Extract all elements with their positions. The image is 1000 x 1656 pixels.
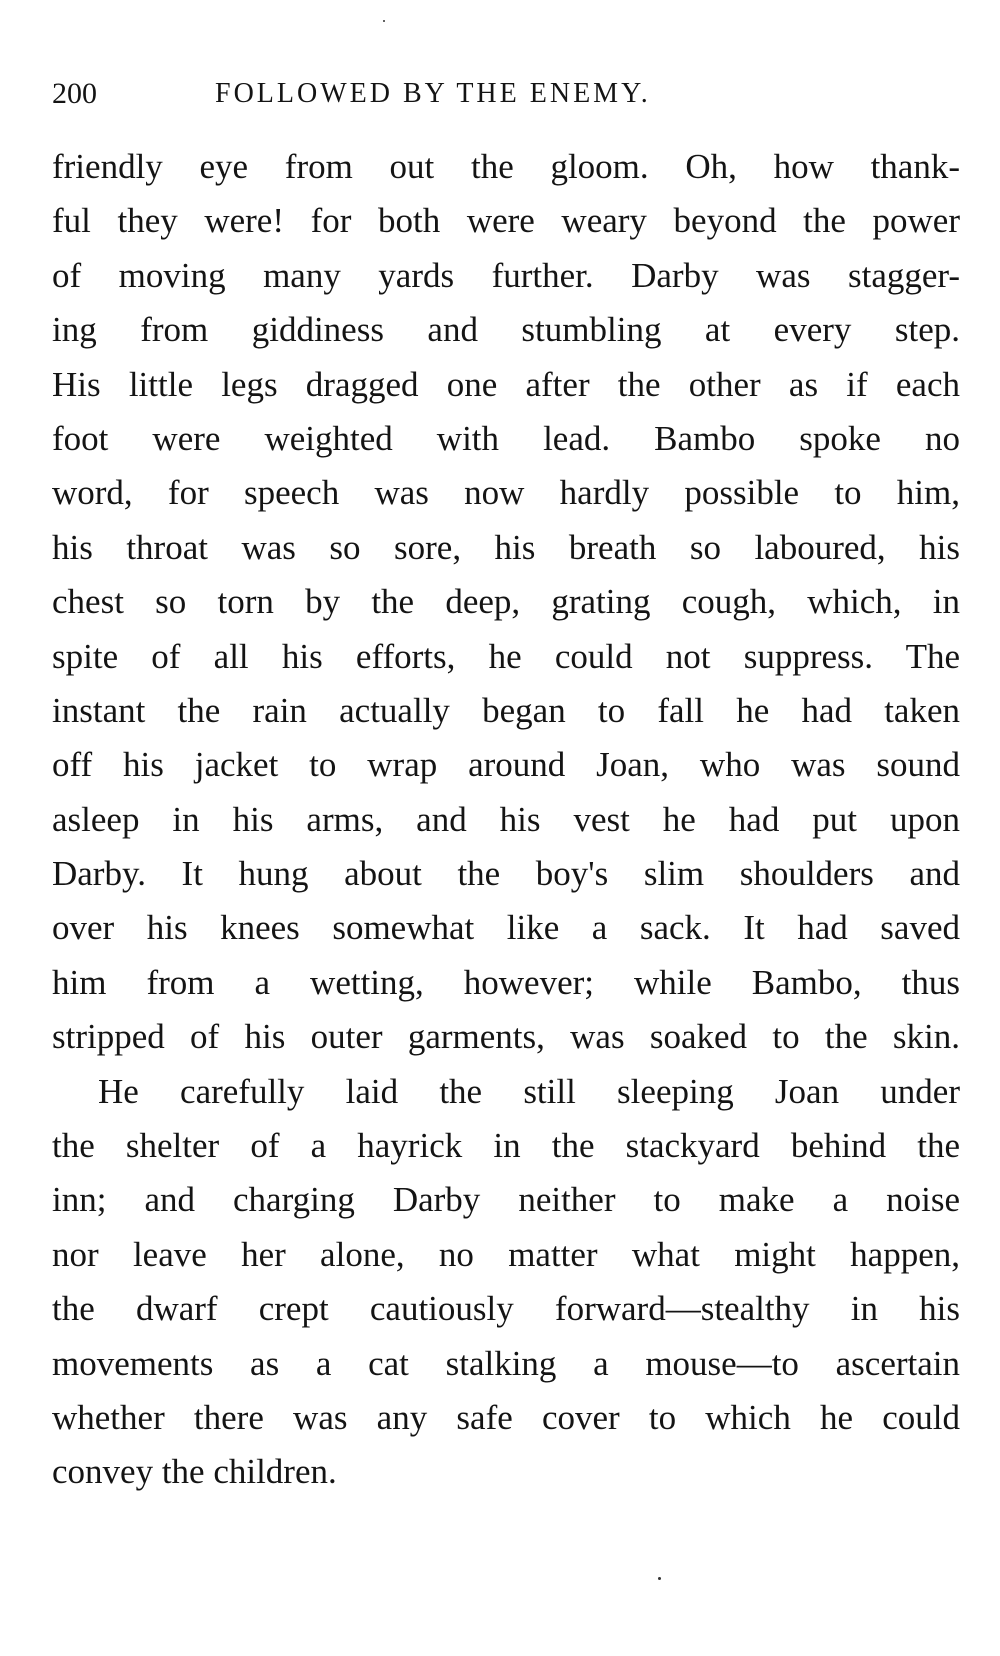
text-line: chest so torn by the deep, grating cough, which, in <box>52 582 960 622</box>
body-text <box>52 140 960 1500</box>
running-head <box>52 74 952 114</box>
text-line: ful they were! for both were weary beyond the power <box>52 201 960 241</box>
text-line: the dwarf crept cautiously forward—stealthy in his <box>52 1289 960 1329</box>
text-line: nor leave her alone, no matter what might happen, <box>52 1234 960 1274</box>
ink-speck <box>658 1577 661 1580</box>
running-title: FOLLOWED BY THE ENEMY. <box>215 78 651 109</box>
text-line: His little legs dragged one after the other as if each <box>52 364 960 404</box>
text-line: over his knees somewhat like a sack. It had saved <box>52 908 960 948</box>
text-line: friendly eye from out the gloom. Oh, how thank- <box>52 147 960 186</box>
text-line: He carefully laid the still sleeping Joan under <box>98 1071 960 1111</box>
text-line: of moving many yards further. Darby was stagger- <box>52 255 960 295</box>
text-line: inn; and charging Darby neither to make a noise <box>52 1180 960 1220</box>
paragraph-2 <box>52 1065 960 1500</box>
text-line: him from a wetting, however; while Bambo, thus <box>52 962 960 1002</box>
text-line: movements as a cat stalking a mouse—to ascertain <box>52 1343 960 1383</box>
text-line: foot were weighted with lead. Bambo spoke no <box>52 418 960 458</box>
text-line: stripped of his outer garments, was soaked to the skin. <box>52 1017 960 1057</box>
text-line: ing from giddiness and stumbling at every step. <box>52 310 960 350</box>
page-number: 200 <box>52 77 97 110</box>
text-line: spite of all his efforts, he could not suppress. The <box>52 636 960 676</box>
text-line: Darby. It hung about the boy's slim shoulders and <box>52 854 960 894</box>
text-line: word, for speech was now hardly possible to him, <box>52 473 960 513</box>
text-line: convey the children. <box>52 1452 337 1492</box>
text-line: his throat was so sore, his breath so laboured, his <box>52 527 960 567</box>
text-line: whether there was any safe cover to which he could <box>52 1397 960 1437</box>
ink-speck <box>383 20 385 22</box>
text-line: off his jacket to wrap around Joan, who was sound <box>52 745 960 785</box>
text-line: the shelter of a hayrick in the stackyard behind the <box>52 1126 960 1166</box>
text-line: asleep in his arms, and his vest he had put upon <box>52 799 960 839</box>
paragraph-1 <box>52 140 960 1065</box>
text-line: instant the rain actually began to fall he had taken <box>52 690 960 730</box>
